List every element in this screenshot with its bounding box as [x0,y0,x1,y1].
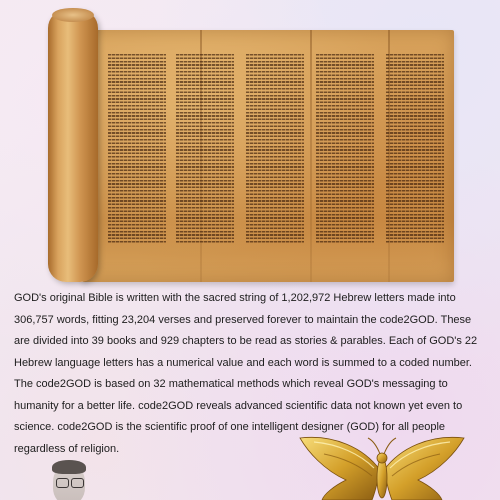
hebrew-text-column [316,54,374,244]
bible-description-text: GOD's original Bible is written with the sacred string of 1,202,972 Hebrew letters made into 306,757 words, fitting 23,204 verses and preserved forever to maintain the code2GOD. These are divided into 39 books and 929 chapters to be read as stories & parables. Each of GOD's 22 Hebrew language letters has a numerical value and each word is summed to a coded number. The code2GOD is based on 32 mathematical methods which reveal GOD's messaging to humanity for a better life. code2GOD reveals advanced scientific data not known yet even to science. code2GOD is the scientific proof of one intelligent designer (GOD) for all people regardless of religion. [14,292,478,455]
butterfly-body [377,458,387,498]
butterfly-right-wing [384,437,464,500]
portrait-hair [52,460,86,474]
person-portrait-image [46,458,92,500]
scroll-seam [310,30,312,282]
hebrew-text-column [246,54,304,244]
scroll-roller [48,10,98,282]
golden-butterfly-emblem [294,430,470,500]
hebrew-text-column [386,54,444,244]
butterfly-left-wing [300,437,380,500]
torah-scroll-image [42,8,458,280]
scroll-roller-top [52,8,94,22]
glasses-icon [56,478,69,488]
glasses-icon [71,478,84,488]
hebrew-text-column [108,54,166,244]
hebrew-text-column [176,54,234,244]
